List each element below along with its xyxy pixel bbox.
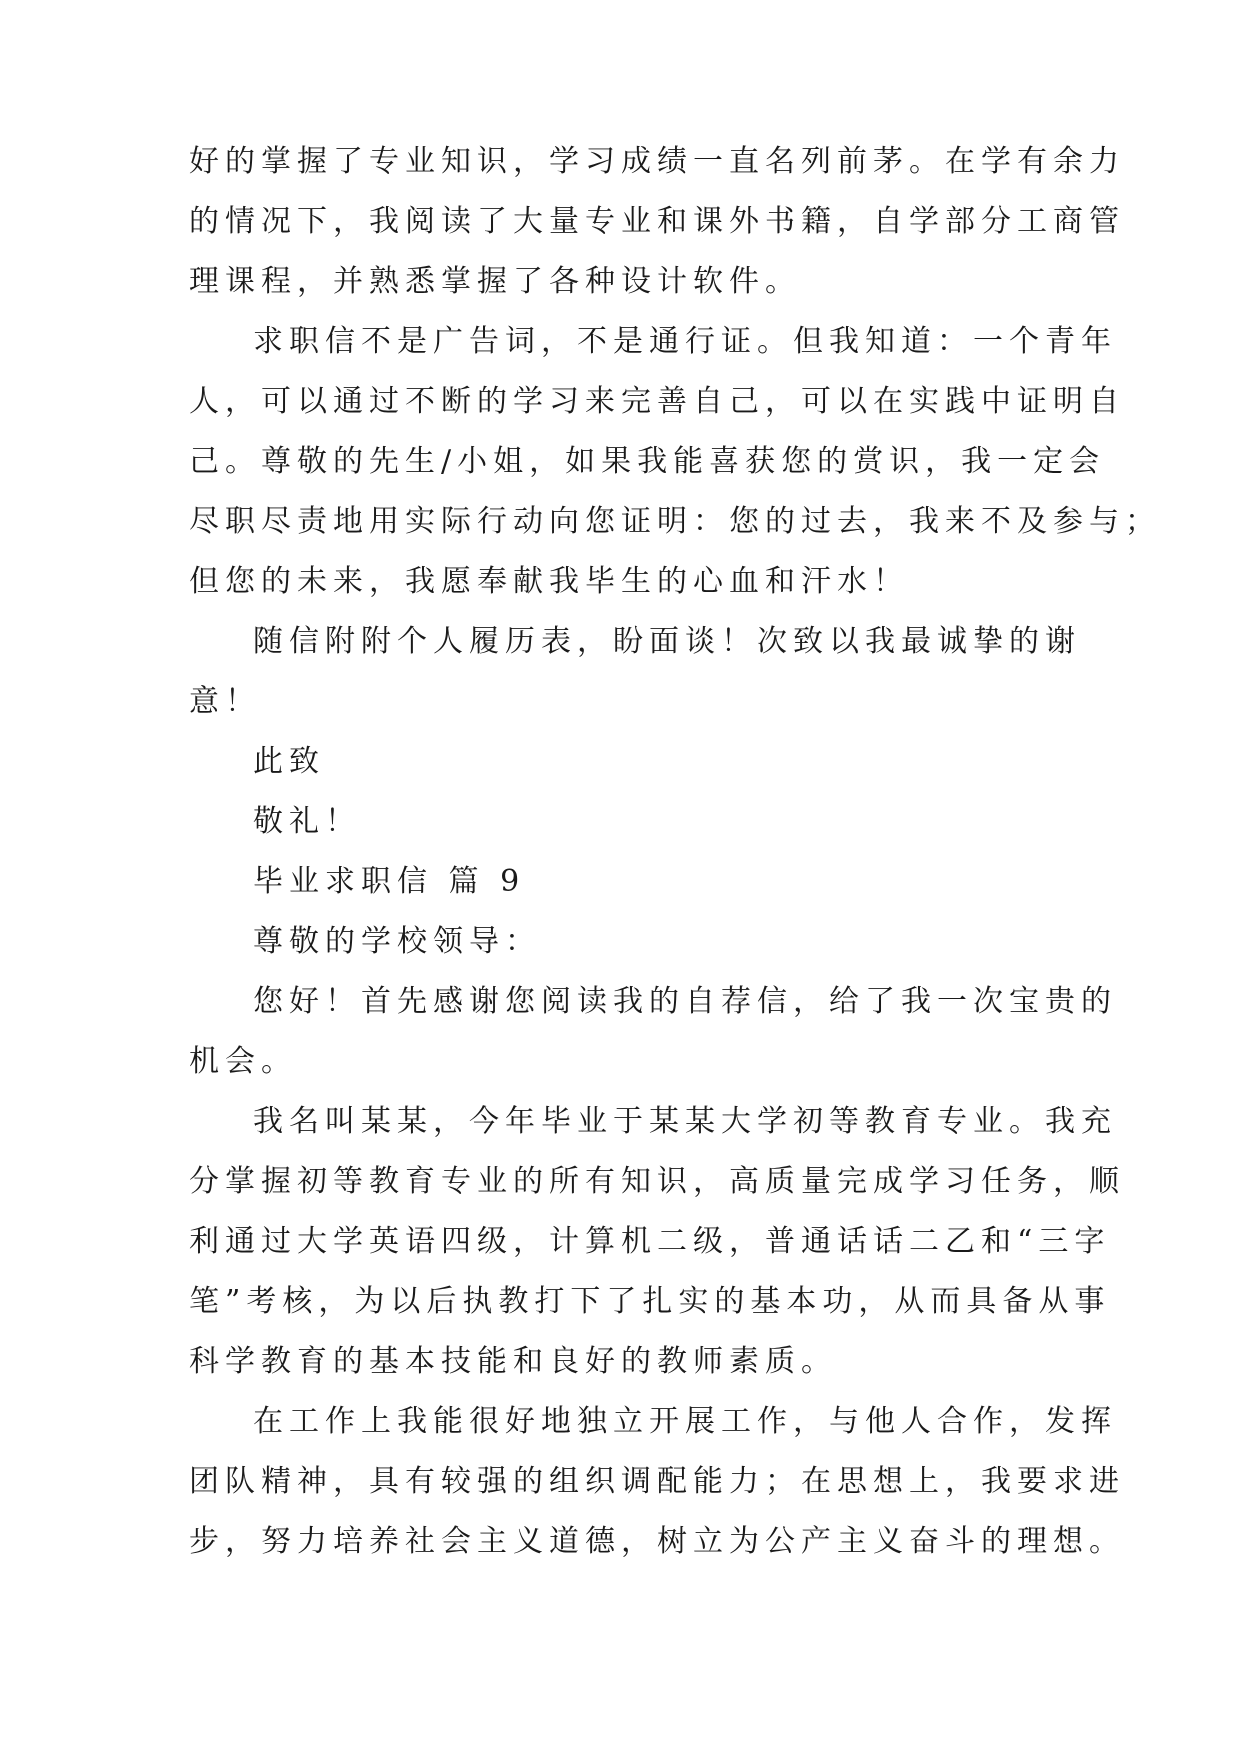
paragraph — [189, 912, 1069, 972]
text-line: 好的掌握了专业知识，学习成绩一直名列前茅。在学有余力 — [189, 144, 1125, 179]
paragraph — [189, 132, 1125, 312]
letter-body — [189, 132, 1161, 1572]
text-line: 您好！首先感谢您阅读我的自荐信，给了我一次宝贵的 — [253, 984, 1117, 1019]
paragraph — [189, 732, 1069, 792]
text-line: 利通过大学英语四级，计算机二级，普通话话二乙和“三字 — [189, 1224, 1111, 1259]
paragraph — [189, 1092, 1125, 1392]
text-line: 尊敬的学校领导： — [253, 924, 541, 959]
text-line: 人，可以通过不断的学习来完善自己，可以在实践中证明自 — [189, 384, 1125, 419]
text-line: 意！ — [189, 684, 261, 719]
text-line: 笔”考核，为以后执教打下了扎实的基本功，从而具备从事 — [189, 1284, 1111, 1319]
text-line: 但您的未来，我愿奉献我毕生的心血和汗水！ — [189, 564, 909, 599]
text-line: 科学教育的基本技能和良好的教师素质。 — [189, 1344, 837, 1379]
text-line: 团队精神，具有较强的组织调配能力；在思想上，我要求进 — [189, 1464, 1125, 1499]
paragraph — [189, 1392, 1125, 1572]
text-line: 机会。 — [189, 1044, 297, 1079]
paragraph — [189, 612, 1081, 732]
paragraph — [189, 792, 1069, 852]
text-line: 的情况下，我阅读了大量专业和课外书籍，自学部分工商管 — [189, 204, 1125, 239]
paragraph — [189, 312, 1161, 612]
text-line: 尽职尽责地用实际行动向您证明：您的过去，我来不及参与； — [189, 504, 1161, 539]
paragraph — [189, 972, 1117, 1092]
text-line: 随信附附个人履历表，盼面谈！次致以我最诚挚的谢 — [253, 624, 1081, 659]
text-line: 分掌握初等教育专业的所有知识，高质量完成学习任务，顺 — [189, 1164, 1125, 1199]
text-line: 此致 — [253, 744, 325, 779]
text-line: 在工作上我能很好地独立开展工作，与他人合作，发挥 — [253, 1404, 1117, 1439]
text-line: 理课程，并熟悉掌握了各种设计软件。 — [189, 264, 801, 299]
text-line: 敬礼！ — [253, 804, 361, 839]
text-line: 求职信不是广告词，不是通行证。但我知道：一个青年 — [253, 324, 1117, 359]
text-line: 毕业求职信 篇 9 — [253, 864, 526, 899]
text-line: 我名叫某某，今年毕业于某某大学初等教育专业。我充 — [253, 1104, 1117, 1139]
paragraph — [189, 852, 1069, 912]
text-line: 己。尊敬的先生/小姐，如果我能喜获您的赏识，我一定会 — [189, 444, 1106, 479]
text-line: 步，努力培养社会主义道德，树立为公产主义奋斗的理想。 — [189, 1524, 1125, 1559]
